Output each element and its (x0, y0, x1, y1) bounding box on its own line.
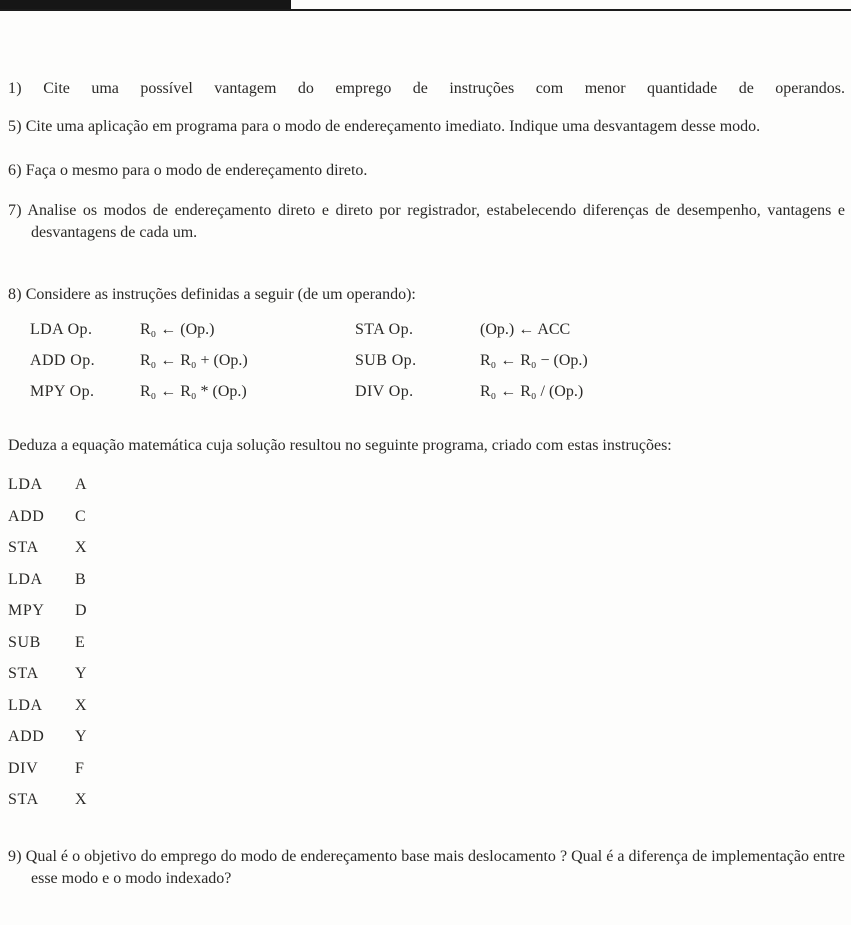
program-line (8, 627, 845, 659)
program-operand: X (75, 696, 87, 714)
program-mnemonic: STA (8, 791, 39, 808)
program-operand: A (75, 476, 87, 493)
program-operand: D (75, 602, 87, 619)
program-mnemonic: DIV (8, 759, 39, 777)
question-8 (8, 284, 845, 306)
program-line (8, 501, 845, 533)
instruction-definitions-table (30, 314, 845, 407)
program-mnemonic: LDA (8, 570, 43, 588)
question-9-text: Qual é o objetivo do emprego do modo de endereçamento base mais deslocamento ? Qual é a diferença de implementação entre esse modo e o modo indexado? (25, 847, 845, 887)
instruction-definition: R₀ ← R₀ + (Op.) (140, 352, 248, 369)
instruction-definition: R₀ ← R₀ * (Op.) (140, 383, 247, 400)
deduza-paragraph: Deduza a equação matemática cuja solução resultou no seguinte programa, criado com estas instruções: (8, 437, 672, 454)
question-9 (8, 846, 845, 890)
question-8-text: Considere as instruções definidas a seguir (de um operando): (25, 286, 416, 303)
program-line (8, 564, 845, 596)
instruction-mnemonic: STA Op. (355, 321, 414, 338)
program-line (8, 532, 845, 564)
question-8-number: 8) (8, 286, 22, 303)
program-line (8, 753, 845, 785)
question-1-text: Cite uma possível vantagem do emprego de instruções com menor quantidade de operandos. (43, 80, 846, 97)
program-line (8, 469, 845, 501)
instruction-mnemonic: SUB Op. (355, 352, 417, 369)
instruction-row (30, 314, 845, 345)
question-5 (8, 116, 845, 138)
instruction-mnemonic: ADD Op. (30, 352, 96, 369)
program-operand: B (75, 570, 87, 588)
program-line (8, 690, 845, 722)
instruction-definition: R₀ ← R₀ / (Op.) (480, 383, 584, 400)
question-6-number: 6) (8, 162, 22, 179)
program-operand: E (75, 633, 86, 651)
program-mnemonic: LDA (8, 696, 43, 714)
program-operand: Y (75, 665, 87, 682)
instruction-mnemonic: LDA Op. (30, 321, 93, 338)
program-operand: F (75, 759, 85, 777)
program-mnemonic: LDA (8, 476, 43, 493)
program-mnemonic: ADD (8, 728, 45, 745)
program-listing (8, 469, 845, 816)
program-mnemonic: STA (8, 665, 39, 682)
question-6 (8, 160, 845, 182)
question-7-text: Analise os modos de endereçamento direto e direto por registrador, estabelecendo diferenças de desempenho, vantagens e desvantagens de cada um. (27, 202, 845, 241)
program-mnemonic: SUB (8, 633, 41, 651)
program-line (8, 595, 845, 627)
program-line (8, 658, 845, 690)
program-operand: Y (75, 728, 87, 745)
question-7-number: 7) (8, 202, 22, 219)
instruction-definition: R₀ ← (Op.) (140, 321, 215, 338)
program-line (8, 784, 845, 816)
instruction-mnemonic: MPY Op. (30, 383, 95, 400)
instruction-row (30, 345, 845, 376)
program-line (8, 721, 845, 753)
instruction-definition: R₀ ← R₀ − (Op.) (480, 352, 588, 369)
question-9-number: 9) (8, 847, 22, 865)
scan-artifact-rule (0, 0, 851, 11)
instruction-mnemonic: DIV Op. (355, 383, 414, 400)
question-5-text: Cite uma aplicação em programa para o modo de endereçamento imediato. Indique uma desvantagem desse modo. (25, 118, 761, 135)
question-5-number: 5) (8, 118, 22, 135)
question-1 (8, 78, 845, 100)
program-mnemonic: MPY (8, 602, 45, 619)
program-operand: X (75, 791, 87, 808)
instruction-definition: (Op.) ← ACC (480, 321, 571, 338)
program-mnemonic: ADD (8, 507, 45, 525)
question-1-number: 1) (8, 80, 22, 97)
program-mnemonic: STA (8, 539, 39, 556)
question-6-text: Faça o mesmo para o modo de endereçamento direto. (25, 162, 368, 179)
scan-artifact-block (0, 0, 291, 9)
program-operand: C (75, 507, 87, 525)
question-7 (8, 200, 845, 244)
instruction-row (30, 376, 845, 407)
program-operand: X (75, 539, 87, 556)
